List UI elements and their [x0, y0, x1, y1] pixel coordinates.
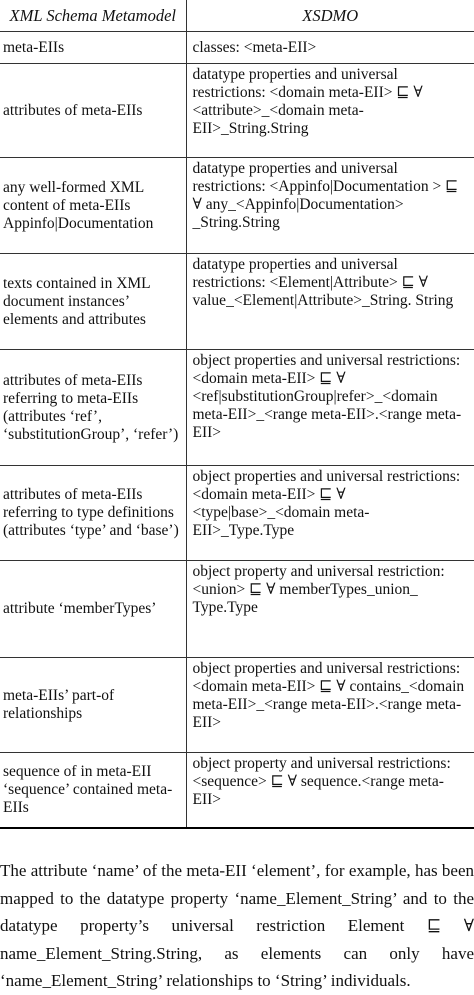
- metamodel-cell: texts contained in XML document instances’ elements and attributes: [0, 254, 186, 350]
- body-paragraph: The attribute ‘name’ of the meta-EII ‘element’, for example, has been mapped to the datatype property ‘name_Element_String’ and to the datatype property’s universal restriction Element ⊑ ∀ name_Element_String.String, as elements can only have ‘name_Element_String’ relationships to ‘String’ individuals.: [0, 861, 474, 990]
- metamodel-cell: meta-EIIs: [0, 32, 186, 64]
- table-row: [0, 64, 474, 158]
- table-row: [0, 658, 474, 753]
- header-xml-schema-metamodel: XML Schema Metamodel: [0, 0, 186, 32]
- metamodel-cell: meta-EIIs’ part-of relationships: [0, 658, 186, 753]
- xsdmo-cell: classes: <meta-EII>: [186, 32, 474, 64]
- header-xsdmo: XSDMO: [186, 0, 474, 32]
- xsdmo-cell: object properties and universal restrictions: <domain meta-EII> ⊑ ∀ contains_<domain meta-EII>_<range meta-EII>.<range meta-EII>: [186, 658, 474, 753]
- xsdmo-cell: object property and universal restrictions: <sequence> ⊑ ∀ sequence.<range meta-EII>: [186, 753, 474, 828]
- xsdmo-cell: datatype properties and universal restrictions: <domain meta-EII> ⊑ ∀ <attribute>_<domain meta-EII>_String.String: [186, 64, 474, 158]
- xsdmo-cell: datatype properties and universal restrictions: <Element|Attribute> ⊑ ∀ value_<Element|Attribute>_String. String: [186, 254, 474, 350]
- table-row: [0, 753, 474, 828]
- metamodel-cell: attributes of meta-EIIs referring to meta-EIIs (attributes ‘ref’, ‘substitutionGroup’, ‘refer’): [0, 350, 186, 466]
- xsdmo-cell: datatype properties and universal restrictions: <Appinfo|Documentation > ⊑ ∀ any_<Appinfo|Documentation> _String.String: [186, 158, 474, 254]
- metamodel-cell: attributes of meta-EIIs: [0, 64, 186, 158]
- xsdmo-cell: object properties and universal restrictions: <domain meta-EII> ⊑ ∀ <type|base>_<domain meta-EII>_Type.Type: [186, 466, 474, 561]
- metamodel-cell: attributes of meta-EIIs referring to type definitions (attributes ‘type’ and ‘base’): [0, 466, 186, 561]
- table-row: [0, 561, 474, 658]
- table-row: [0, 254, 474, 350]
- xsdmo-cell: object property and universal restriction: <union> ⊑ ∀ memberTypes_union_ Type.Type: [186, 561, 474, 658]
- xsdmo-cell: object properties and universal restrictions: <domain meta-EII> ⊑ ∀ <ref|substitutionGroup|refer>_<domain meta-EII>_<range meta-EII>.<range meta-EII>: [186, 350, 474, 466]
- table-row: [0, 158, 474, 254]
- table-row: [0, 32, 474, 64]
- table-row: [0, 350, 474, 466]
- table-row: [0, 466, 474, 561]
- metamodel-cell: any well-formed XML content of meta-EIIs Appinfo|Documentation: [0, 158, 186, 254]
- metamodel-cell: attribute ‘memberTypes’: [0, 561, 186, 658]
- table-header-row: [0, 0, 474, 32]
- metamodel-cell: sequence of in meta-EII ‘sequence’ contained meta-EIIs: [0, 753, 186, 828]
